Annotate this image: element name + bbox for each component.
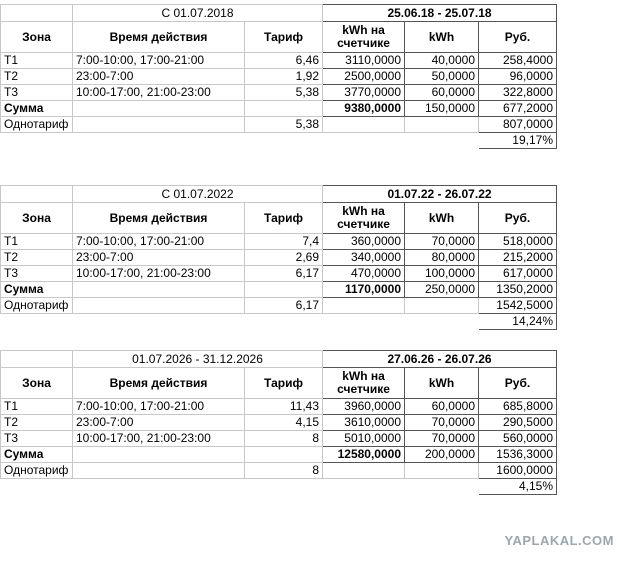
zone-cell: T1	[1, 234, 73, 250]
tariff-cell: 7,4	[245, 234, 323, 250]
zone-cell: T2	[1, 415, 73, 431]
sum-label: Сумма	[1, 282, 73, 298]
time-cell: 7:00-10:00, 17:00-21:00	[73, 53, 245, 69]
sum-meter: 1170,0000	[323, 282, 405, 298]
rub-cell: 258,4000	[479, 53, 557, 69]
table-row	[1, 431, 557, 447]
table	[0, 185, 557, 330]
percent-cell: 19,17%	[479, 133, 557, 149]
kwh-cell: 80,0000	[405, 250, 479, 266]
tariff-cell: 8	[245, 431, 323, 447]
meter-cell: 360,0000	[323, 234, 405, 250]
kwh-cell: 100,0000	[405, 266, 479, 282]
table-row	[1, 266, 557, 282]
rub-cell: 290,5000	[479, 415, 557, 431]
header-time: Время действия	[73, 203, 245, 234]
time-cell: 23:00-7:00	[73, 415, 245, 431]
header-time: Время действия	[73, 368, 245, 399]
zone-cell: T3	[1, 431, 73, 447]
header-rub: Руб.	[479, 22, 557, 53]
sum-label: Сумма	[1, 447, 73, 463]
range-label: 27.06.26 - 26.07.26	[323, 351, 557, 368]
percent-row	[1, 314, 557, 330]
table-row	[1, 85, 557, 101]
tariff-table-2026	[0, 350, 557, 495]
single-rub: 1542,5000	[479, 298, 557, 314]
header-rub: Руб.	[479, 368, 557, 399]
time-cell: 23:00-7:00	[73, 250, 245, 266]
tariff-cell: 2,69	[245, 250, 323, 266]
header-kwh: kWh	[405, 203, 479, 234]
sum-label: Сумма	[1, 101, 73, 117]
rub-cell: 617,0000	[479, 266, 557, 282]
header-meter: kWh на счетчике	[323, 203, 405, 234]
sum-kwh: 150,0000	[405, 101, 479, 117]
percent-row	[1, 133, 557, 149]
table-row	[1, 250, 557, 266]
header-kwh: kWh	[405, 22, 479, 53]
meter-cell: 3110,0000	[323, 53, 405, 69]
kwh-cell: 70,0000	[405, 415, 479, 431]
table-row	[1, 234, 557, 250]
header-tariff: Тариф	[245, 22, 323, 53]
meter-cell: 3610,0000	[323, 415, 405, 431]
tariff-cell: 6,17	[245, 266, 323, 282]
meter-cell: 2500,0000	[323, 69, 405, 85]
sum-kwh: 250,0000	[405, 282, 479, 298]
tariff-cell: 5,38	[245, 85, 323, 101]
sum-kwh: 200,0000	[405, 447, 479, 463]
tariff-cell: 1,92	[245, 69, 323, 85]
kwh-cell: 60,0000	[405, 85, 479, 101]
single-rub: 807,0000	[479, 117, 557, 133]
header-zone: Зона	[1, 203, 73, 234]
zone-cell: T2	[1, 250, 73, 266]
period-label: 01.07.2026 - 31.12.2026	[73, 351, 323, 368]
header-zone: Зона	[1, 22, 73, 53]
table-row	[1, 399, 557, 415]
zone-cell: T3	[1, 85, 73, 101]
rub-cell: 560,0000	[479, 431, 557, 447]
period-label: С 01.07.2022	[73, 186, 323, 203]
table	[0, 350, 557, 495]
header-kwh: kWh	[405, 368, 479, 399]
range-label: 01.07.22 - 26.07.22	[323, 186, 557, 203]
single-label: Однотариф	[1, 298, 73, 314]
header-tariff: Тариф	[245, 203, 323, 234]
kwh-cell: 60,0000	[405, 399, 479, 415]
header-rub: Руб.	[479, 203, 557, 234]
header-tariff: Тариф	[245, 368, 323, 399]
sum-meter: 9380,0000	[323, 101, 405, 117]
time-cell: 10:00-17:00, 21:00-23:00	[73, 431, 245, 447]
single-tariff: 6,17	[245, 298, 323, 314]
sum-row	[1, 101, 557, 117]
meter-cell: 3960,0000	[323, 399, 405, 415]
sum-meter: 12580,0000	[323, 447, 405, 463]
single-tariff-row	[1, 117, 557, 133]
tariff-table-2018	[0, 4, 557, 149]
tariff-cell: 6,46	[245, 53, 323, 69]
single-tariff-row	[1, 463, 557, 479]
kwh-cell: 50,0000	[405, 69, 479, 85]
sum-row	[1, 282, 557, 298]
single-tariff: 5,38	[245, 117, 323, 133]
time-cell: 10:00-17:00, 21:00-23:00	[73, 266, 245, 282]
rub-cell: 96,0000	[479, 69, 557, 85]
percent-cell: 4,15%	[479, 479, 557, 495]
header-meter: kWh на счетчике	[323, 368, 405, 399]
single-tariff: 8	[245, 463, 323, 479]
single-label: Однотариф	[1, 463, 73, 479]
tariff-table-2022	[0, 185, 557, 330]
header-zone: Зона	[1, 368, 73, 399]
meter-cell: 340,0000	[323, 250, 405, 266]
kwh-cell: 40,0000	[405, 53, 479, 69]
time-cell: 7:00-10:00, 17:00-21:00	[73, 399, 245, 415]
zone-cell: T1	[1, 399, 73, 415]
watermark: YAPLAKAL.COM	[504, 533, 614, 548]
time-cell: 10:00-17:00, 21:00-23:00	[73, 85, 245, 101]
tariff-cell: 11,43	[245, 399, 323, 415]
table	[0, 4, 557, 149]
zone-cell: T1	[1, 53, 73, 69]
rub-cell: 518,0000	[479, 234, 557, 250]
period-label: С 01.07.2018	[73, 5, 323, 22]
zone-cell: T2	[1, 69, 73, 85]
rub-cell: 322,8000	[479, 85, 557, 101]
meter-cell: 470,0000	[323, 266, 405, 282]
tariff-cell: 4,15	[245, 415, 323, 431]
sum-rub: 677,2000	[479, 101, 557, 117]
single-rub: 1600,0000	[479, 463, 557, 479]
rub-cell: 685,8000	[479, 399, 557, 415]
table-row	[1, 415, 557, 431]
header-time: Время действия	[73, 22, 245, 53]
sum-rub: 1536,3000	[479, 447, 557, 463]
table-row	[1, 53, 557, 69]
kwh-cell: 70,0000	[405, 431, 479, 447]
percent-row	[1, 479, 557, 495]
zone-cell: T3	[1, 266, 73, 282]
single-label: Однотариф	[1, 117, 73, 133]
meter-cell: 5010,0000	[323, 431, 405, 447]
table-row	[1, 69, 557, 85]
single-tariff-row	[1, 298, 557, 314]
header-meter: kWh на счетчике	[323, 22, 405, 53]
time-cell: 7:00-10:00, 17:00-21:00	[73, 234, 245, 250]
range-label: 25.06.18 - 25.07.18	[323, 5, 557, 22]
time-cell: 23:00-7:00	[73, 69, 245, 85]
sum-rub: 1350,2000	[479, 282, 557, 298]
kwh-cell: 70,0000	[405, 234, 479, 250]
meter-cell: 3770,0000	[323, 85, 405, 101]
sum-row	[1, 447, 557, 463]
rub-cell: 215,2000	[479, 250, 557, 266]
percent-cell: 14,24%	[479, 314, 557, 330]
